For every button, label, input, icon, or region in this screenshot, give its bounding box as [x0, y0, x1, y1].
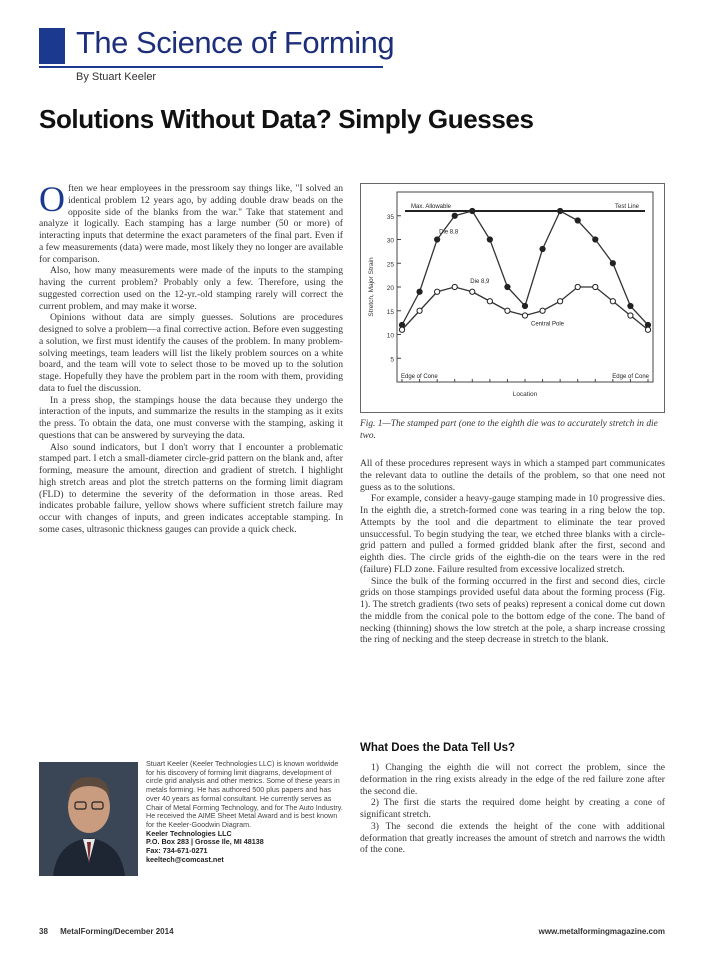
- y-tick-label: 30: [386, 237, 394, 245]
- data-point: [540, 246, 545, 251]
- header-accent-bar: [39, 28, 65, 64]
- body-column-right-upper: [360, 458, 665, 738]
- bio-text: Stuart Keeler (Keeler Technologies LLC) is known worldwide for his discovery of forming limit diagrams, development of circle grid analysis and other metrics. Some of these years in metals forming. He has authored 500 plus papers and has over 40 years as formal consultant. He currently serves as Chair of Metal Forming Technology, and for The Auto Industry. He received the AIME Sheet Metal Award and is best known for the Keeler-Goodwin Diagram.: [146, 759, 343, 829]
- magazine-issue: MetalForming/December 2014: [60, 927, 174, 936]
- data-point: [505, 284, 510, 289]
- byline: By Stuart Keeler: [76, 71, 157, 83]
- article-headline: Solutions Without Data? Simply Guesses: [39, 104, 534, 134]
- author-bio: [146, 760, 344, 864]
- bio-fax: Fax: 734-671-0271: [146, 846, 208, 856]
- data-point: [575, 284, 580, 289]
- paragraph: Since the bulk of the forming occurred in the first and second dies, circle grids on those stampings provided useful data about the forming process (Fig. 1). The stretch gradients (two sets of peaks) represent a conical dome cut down the middle from the conical pole to the bottom edge of the cone. The band of necking (thinning) shows the low stretch at the pole, a sharp increase crossing the ring of necking and the steep decrease in stretch to the blank.: [360, 575, 665, 646]
- data-point: [593, 284, 598, 289]
- section-subhead: What Does the Data Tell Us?: [360, 742, 516, 754]
- paragraph: Also, how many measurements were made of the inputs to the stamping having the current problem? Probably only a few. Therefore, using the suggested correction used on the 12-yr.-old stamping rarely will correct the current problem, and may make it worse.: [39, 265, 343, 312]
- data-point: [610, 299, 615, 304]
- data-point: [628, 313, 633, 318]
- y-tick-label: 5: [390, 356, 394, 364]
- data-point: [575, 218, 580, 223]
- chart-annotation: Edge of Cone: [612, 374, 649, 380]
- list-item: 2) The first die starts the required dome height by creating a cone of significant stretch.: [360, 797, 665, 820]
- y-tick-label: 10: [386, 332, 394, 340]
- body-column-left: [39, 183, 343, 753]
- y-axis-label: Stretch, Major Strain: [368, 257, 375, 317]
- data-point: [452, 284, 457, 289]
- data-point: [522, 313, 527, 318]
- data-point: [417, 308, 422, 313]
- data-point: [399, 327, 404, 332]
- strain-chart: [361, 184, 664, 412]
- author-portrait-image: [39, 762, 138, 876]
- chart-annotation: Edge of Cone: [401, 374, 438, 380]
- data-point: [435, 237, 440, 242]
- data-point: [452, 213, 457, 218]
- y-tick-label: 20: [386, 285, 394, 292]
- data-point: [470, 289, 475, 294]
- data-point: [470, 208, 475, 213]
- drop-cap: O: [39, 183, 65, 219]
- data-point: [417, 289, 422, 294]
- series-title: The Science of Forming: [76, 25, 395, 60]
- footer-left: [39, 927, 184, 936]
- y-tick-label: 35: [386, 213, 394, 221]
- chart-annotation: Max. Allowable: [411, 204, 452, 210]
- data-point: [558, 299, 563, 304]
- data-point: [435, 289, 440, 294]
- paragraph: Also sound indicators, but I don't worry that I encounter a problematic stamped part. I etch a small-diameter circle-grid pattern on the blank and, after forming, measure the amount, direction and gradient of stretch. I highlight high stretch areas and plot the stretch patterns on the forming limit diagram (FLD) to determine the severity of the deformation in those areas. Red indicates probable failure, yellow shows where sufficient stretch failure may occur with changes of inputs, and green indicates acceptable stamping. In some cases, ultrasonic thickness gauges can provide a quick check.: [39, 441, 343, 535]
- paragraph: All of these procedures represent ways in which a stamped part communicates the relevant data to outline the details of the problem, so that one need not guess as to the solutions.: [360, 458, 665, 493]
- chart-annotation: Die 8,9: [470, 279, 490, 285]
- data-point: [628, 303, 633, 308]
- chart-annotation: Die 8,8: [439, 229, 459, 236]
- x-axis-label: Location: [512, 391, 538, 398]
- bio-address: P.O. Box 283 | Grosse Ile, MI 48138: [146, 837, 264, 847]
- data-point: [487, 299, 492, 304]
- bio-email: keeltech@comcast.net: [146, 854, 224, 864]
- data-point: [645, 327, 650, 332]
- body-column-right-lower: [360, 762, 665, 912]
- chart-annotation: Test Line: [614, 204, 639, 210]
- data-point: [487, 237, 492, 242]
- plot-area: [397, 192, 653, 382]
- data-point: [540, 308, 545, 313]
- footer-website: www.metalformingmagazine.com: [538, 927, 665, 936]
- paragraph: ften we hear employees in the pressroom say things like, "I solved an identical problem 12 years ago, by adding double draw beads on the opposite side of the blanks from the war." Take that statement and analyze it logically. Each stamping has a large number (50 or more) of interacting inputs that determine the exact parameters of the final part. Even if a few measurements (data) were made, most likely they no longer are available for comparison.: [39, 183, 343, 265]
- list-item: 1) Changing the eighth die will not correct the problem, since the deformation in the ring exists already in the edge of the red failure zone after the second die.: [360, 762, 665, 797]
- figure-chart: [360, 183, 665, 413]
- list-item: 3) The second die extends the height of the cone with additional deformation that greatly increases the amount of stretch and narrows the width of the cone.: [360, 820, 665, 856]
- paragraph: In a press shop, the stampings house the data because they undergo the interaction of the inputs, and summarize the results in the stamping as it exits the press. To obtain the data, one must converse with the stamping, asking it questions that can be answered by surveying the data.: [39, 394, 343, 441]
- author-photo: [39, 762, 138, 876]
- data-point: [610, 261, 615, 266]
- data-point: [505, 308, 510, 313]
- y-tick-label: 15: [386, 308, 394, 316]
- data-point: [522, 303, 527, 308]
- header-rule: [39, 66, 383, 68]
- chart-annotation: Central Pole: [531, 321, 565, 328]
- bio-company: Keeler Technologies LLC: [146, 828, 232, 838]
- y-tick-label: 25: [386, 261, 394, 269]
- paragraph: For example, consider a heavy-gauge stamping made in 10 progressive dies. In the eighth die, a stretch-formed cone was tearing in a ring below the top. Attempts by the tool and die department to eliminate the tear proved unsuccessful. To begin studying the tear, we etched three blanks with a circle-grid pattern and pulled a formed gridded blank after the first, second and eighth dies. The circle grids of the eighth-die on the tears were in the red (failure) FLD zone. Failure resulted from excessive localized stretch.: [360, 493, 665, 575]
- data-point: [593, 237, 598, 242]
- figure-caption: Fig. 1—The stamped part (one to the eighth die was to accurately stretch in die two.: [360, 419, 658, 441]
- data-point: [558, 208, 563, 213]
- page-number: 38: [39, 927, 48, 936]
- paragraph: Opinions without data are simply guesses. Solutions are procedures designed to solve a problem—a final corrective action. Before even suggesting a solution, we first must identify the causes of the problem. In many problem-solving meetings, team leaders will list the likely problem sources on a white board, and the team will vote to select those to be moved up to the solution stage. Hopefully they have the problem part in the room with them, providing data to fuel the discussion.: [39, 312, 343, 394]
